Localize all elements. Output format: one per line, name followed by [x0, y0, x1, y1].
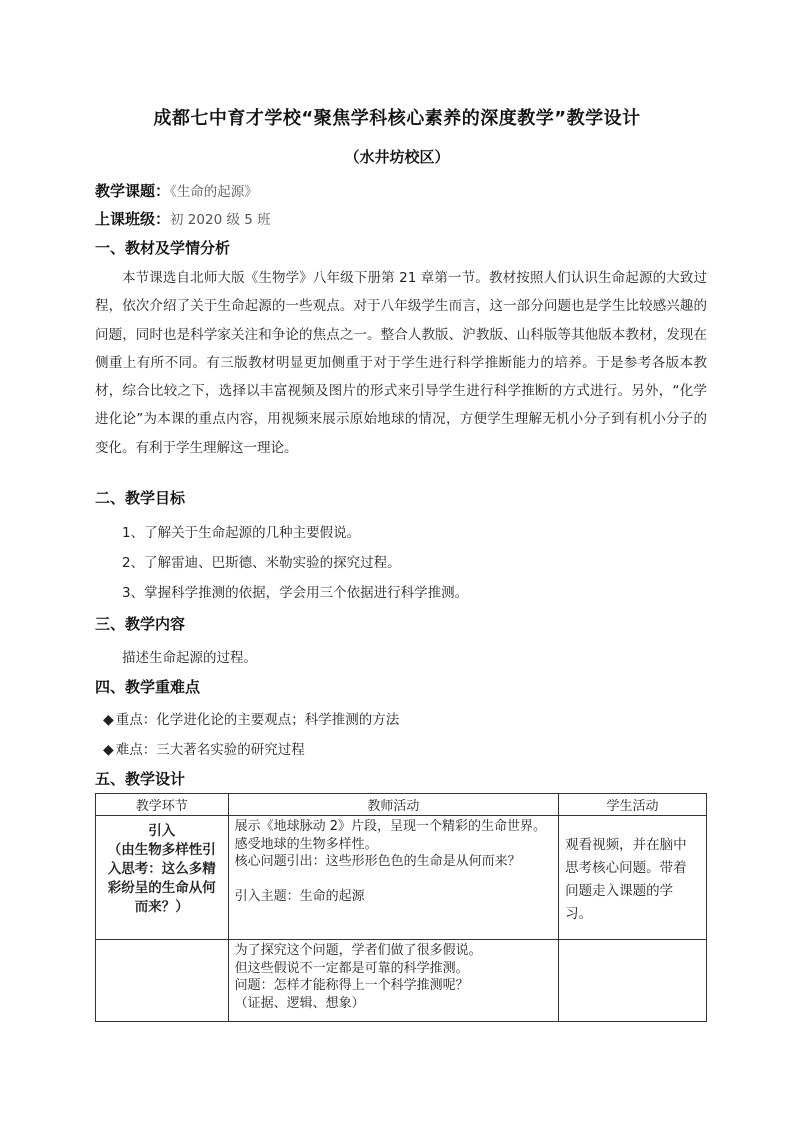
teacher-line: 但这些假说不一定都是可靠的科学推测。 [234, 960, 469, 976]
objective-item: 1、了解关于生命起源的几种主要假说。 [122, 525, 361, 541]
teacher-line: 问题：怎样才能称得上一个科学推测呢？ [234, 978, 469, 993]
section-heading-content: 三、教学内容 [95, 615, 186, 633]
teacher-line [235, 871, 552, 889]
document-subtitle: （水井坊校区） [344, 148, 450, 166]
teaching-design-table [95, 793, 707, 1022]
class-label: 上课班级： [95, 210, 171, 228]
table-header-cell: 学生活动 [559, 794, 707, 816]
analysis-paragraph: 本节课选自北师大版《生物学》八年级下册第 21 章第一节。教材按照人们认识生命起源的大致过程，依次介绍了关于生命起源的一些观点。对于八年级学生而言，这一部分问题也是学生比较感兴趣的问题，同时也是科学家关注和争论的焦点之一。整合人教版、沪教版、山科版等其他版本教材，发现在侧重上有所不同。有三版教材明显更加侧重于对于学生进行科学推断能力的培养。于是参考各版本教材，综合比较之下，选择以丰富视频及图片的形式来引导学生进行科学推断的方式进行。另外，“化学进化论”为本课的重点内容，用视频来展示原始地球的情况，方便学生理解无机小分子到有机小分子的变化。有利于学生理解这一理论。 [95, 270, 707, 456]
stage-title: 引入 [148, 823, 176, 839]
key-point-text: 难点：三大著名实验的研究过程 [115, 742, 305, 758]
diamond-bullet-icon: ◆ [103, 742, 114, 758]
content-text: 描述生命起源的过程。 [122, 650, 257, 666]
topic-label: 教学课题： [95, 182, 171, 200]
stage-cell [96, 940, 229, 1022]
student-activity-cell: 观看视频，并在脑中思考核心问题。带着问题走入课题的学习。 [559, 816, 707, 940]
objective-item: 2、了解雷迪、巴斯德、米勒实验的探究过程。 [122, 555, 401, 571]
table-row [96, 816, 707, 940]
key-point-item [103, 738, 305, 758]
key-point-item [103, 708, 399, 728]
objective-item: 3、掌握科学推测的依据，学会用三个依据进行科学推测。 [122, 585, 469, 601]
table-header-cell: 教师活动 [228, 794, 558, 816]
teacher-line: 感受地球的生物多样性。 [234, 836, 378, 852]
section-heading-key-points: 四、教学重难点 [95, 678, 201, 696]
teacher-line: 展示《地球脉动 2》片段，呈现一个精彩的生命世界。 [234, 819, 546, 834]
section-heading-objectives: 二、教学目标 [95, 489, 186, 507]
table-row [96, 940, 707, 1022]
teacher-activity-cell [228, 940, 558, 1022]
teacher-line: 核心问题引出：这些形形色色的生命是从何而来？ [234, 854, 521, 869]
section-heading-analysis: 一、教材及学情分析 [95, 239, 231, 257]
key-point-text: 重点：化学进化论的主要观点；科学推测的方法 [115, 712, 400, 728]
topic-value: 《生命的起源》 [170, 184, 258, 200]
student-activity-cell [559, 940, 707, 1022]
stage-subtitle: （由生物多样性引入思考：这么多精彩纷呈的生命从何而来？） [107, 842, 216, 915]
teacher-line: （证据、逻辑、想象） [234, 995, 365, 1011]
teacher-line: 为了探究这个问题，学者们做了很多假说。 [234, 943, 482, 958]
document-title: 成都七中育才学校“聚焦学科核心素养的深度教学”教学设计 [153, 108, 641, 129]
topic-line [95, 180, 258, 201]
class-line [95, 208, 271, 229]
diamond-bullet-icon: ◆ [103, 712, 114, 728]
section-heading-design: 五、教学设计 [95, 770, 186, 788]
class-value: 初 2020 级 5 班 [170, 212, 271, 228]
table-header-cell: 教学环节 [96, 794, 229, 816]
teacher-line: 引入主题：生命的起源 [234, 889, 365, 904]
teacher-activity-cell [228, 816, 558, 940]
table-header-row [96, 794, 707, 816]
stage-cell [96, 816, 229, 940]
